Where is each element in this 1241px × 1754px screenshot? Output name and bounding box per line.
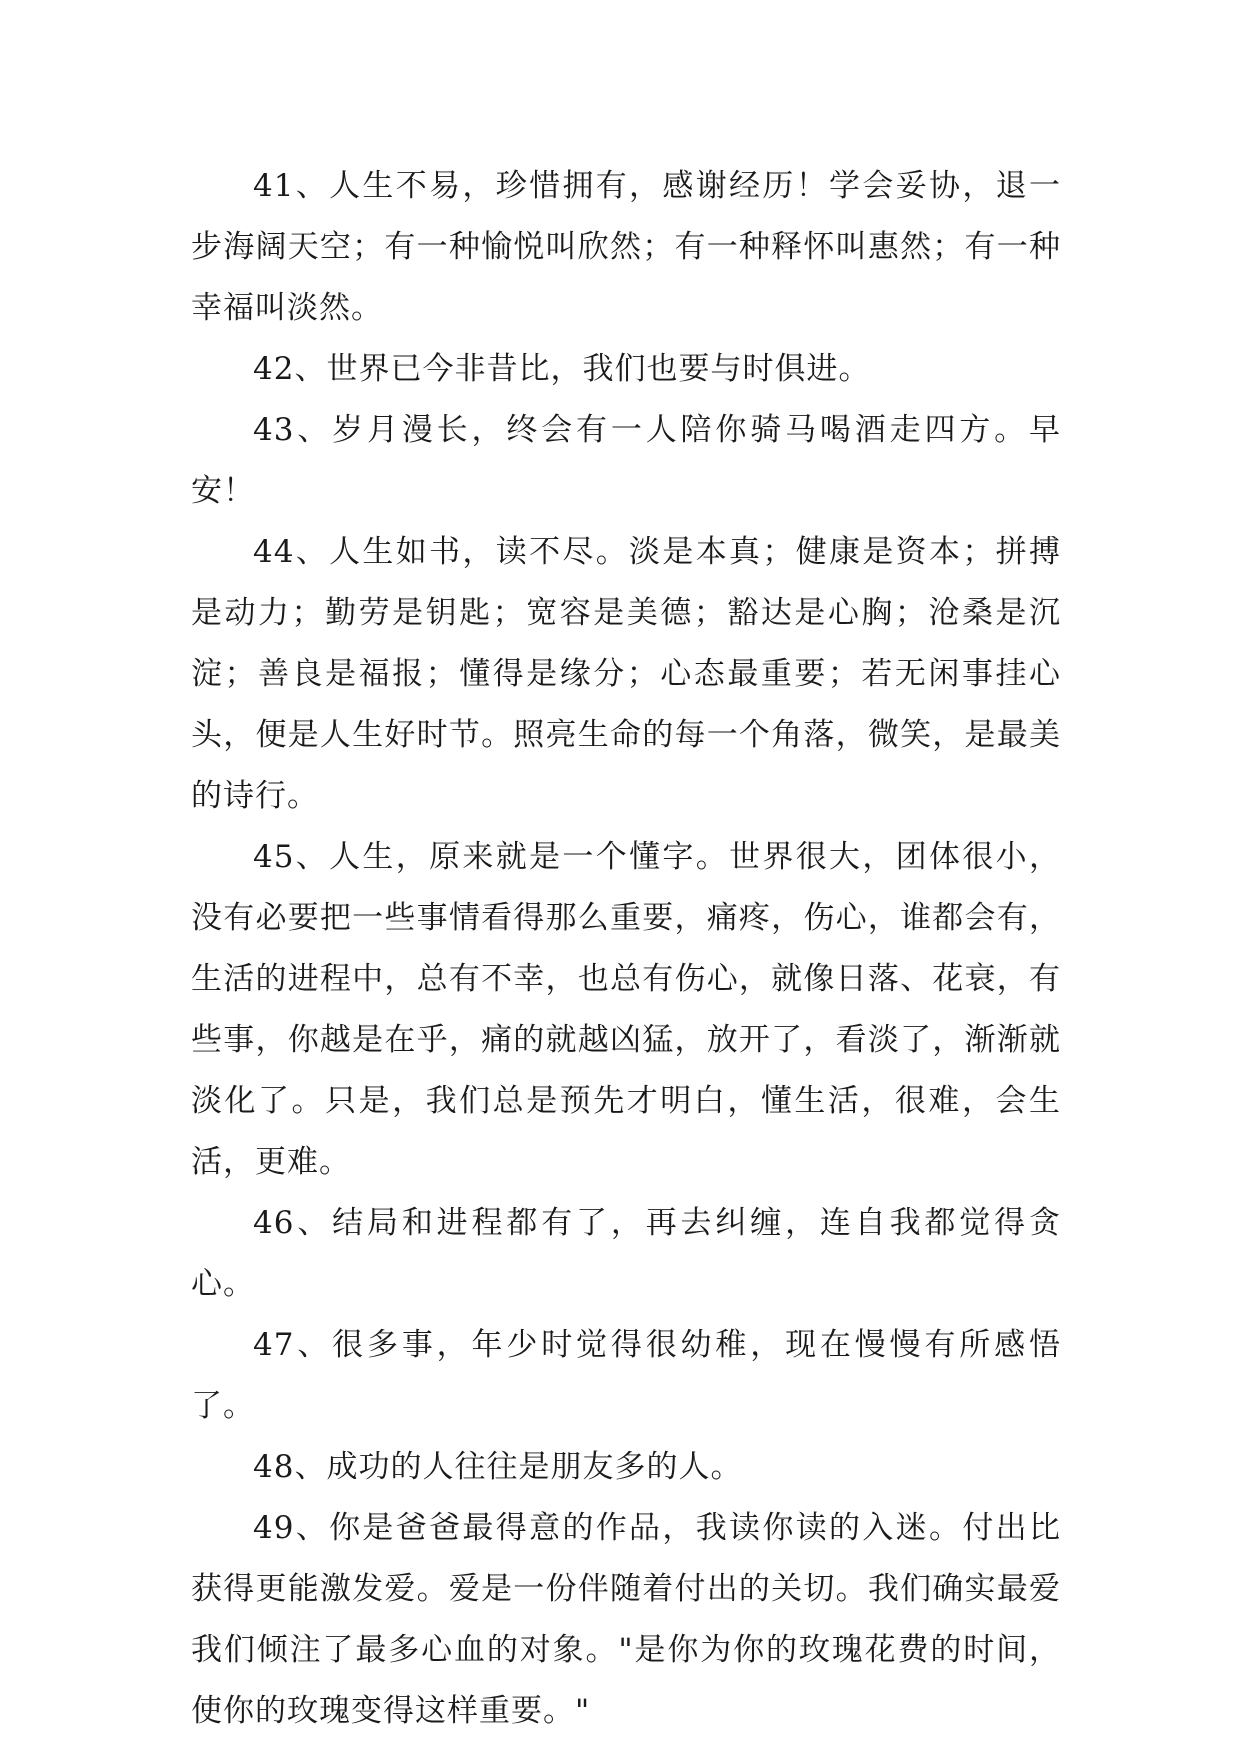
document-body [191, 156, 1061, 1742]
paragraph-45: 45、人生，原来就是一个懂字。世界很大，团体很小，没有必要把一些事情看得那么重要，痛疼，伤心，谁都会有，生活的进程中，总有不幸，也总有伤心，就像日落、花衰，有些事，你越是在乎，痛的就越凶猛，放开了，看淡了，渐渐就淡化了。只是，我们总是预先才明白，懂生活，很难，会生活，更难。 [191, 839, 1061, 1180]
paragraph-47: 47、很多事，年少时觉得很幼稚，现在慢慢有所感悟了。 [191, 1327, 1061, 1424]
paragraph-49: 49、你是爸爸最得意的作品，我读你读的入迷。付出比获得更能激发爱。爱是一份伴随着付出的关切。我们确实最爱我们倾注了最多心血的对象。"是你为你的玫瑰花费的时间，使你的玫瑰变得这样重要。" [191, 1510, 1061, 1729]
paragraph-41: 41、人生不易，珍惜拥有，感谢经历！学会妥协，退一步海阔天空；有一种愉悦叫欣然；有一种释怀叫惠然；有一种幸福叫淡然。 [191, 168, 1061, 326]
paragraph-44: 44、人生如书，读不尽。淡是本真；健康是资本；拼搏是动力；勤劳是钥匙；宽容是美德；豁达是心胸；沧桑是沉淀；善良是福报；懂得是缘分；心态最重要；若无闲事挂心头，便是人生好时节。照亮生命的每一个角落，微笑，是最美的诗行。 [191, 534, 1061, 814]
paragraph-48: 48、成功的人往往是朋友多的人。 [253, 1449, 743, 1485]
paragraph-42: 42、世界已今非昔比，我们也要与时俱进。 [253, 351, 871, 387]
paragraph-43: 43、岁月漫长，终会有一人陪你骑马喝酒走四方。早安！ [191, 412, 1061, 509]
paragraph-46: 46、结局和进程都有了，再去纠缠，连自我都觉得贪心。 [191, 1205, 1061, 1302]
